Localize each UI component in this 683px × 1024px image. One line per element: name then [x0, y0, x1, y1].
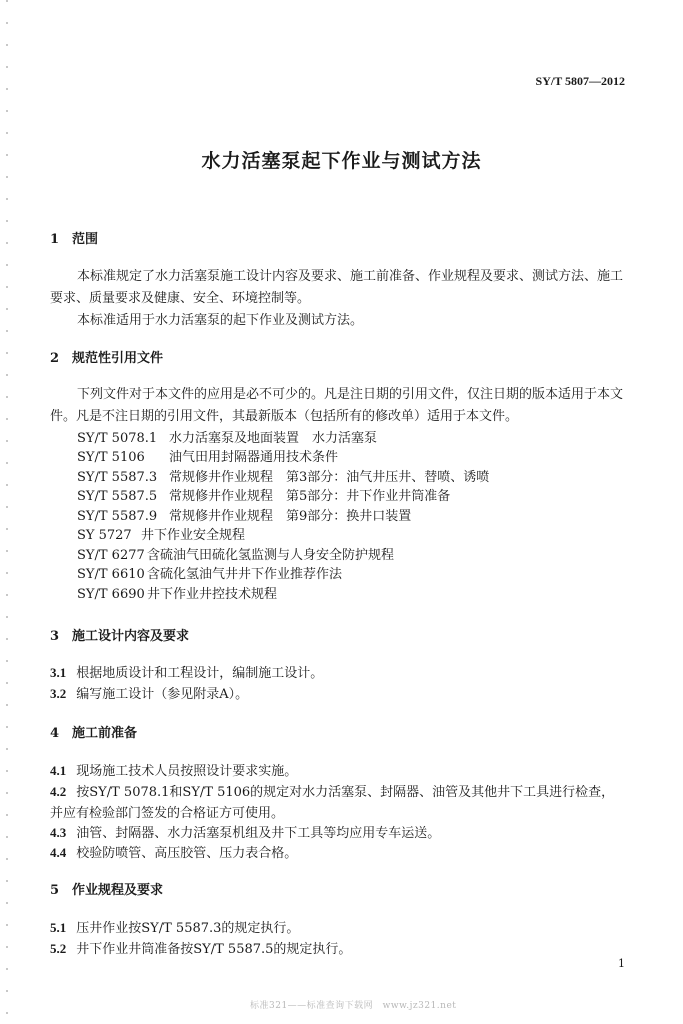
- reference-item: SY/T 5587.5 常规修井作业规程 第5部分：井下作业井筒准备: [77, 489, 451, 504]
- section-5-heading: 5 作业规程及要求: [50, 883, 164, 898]
- page-number: 1: [618, 957, 625, 970]
- standard-code: SY/T 5807—2012: [535, 74, 625, 88]
- clause-4-3: 4.3 油管、封隔器、水力活塞泵机组及井下工具等均应用专车运送。: [50, 825, 441, 841]
- section-1-para: 本标准规定了水力活塞泵施工设计内容及要求、施工前准备、作业规程及要求、测试方法、施工: [77, 269, 624, 284]
- section-1-heading: 1 范围: [50, 232, 99, 247]
- reference-item: SY/T 5106 油气田用封隔器通用技术条件: [77, 450, 339, 465]
- reference-item: SY/T 5587.9 常规修井作业规程 第9部分：换井口装置: [77, 509, 412, 524]
- clause-4-1: 4.1 现场施工技术人员按照设计要求实施。: [50, 763, 298, 779]
- section-2-intro-cont: 件。凡是不注日期的引用文件，其最新版本（包括所有的修改单）适用于本文件。: [50, 409, 519, 424]
- section-1-scope: 本标准适用于水力活塞泵的起下作业及测试方法。: [77, 313, 364, 328]
- clause-5-1: 5.1 压井作业按SY/T 5587.3的规定执行。: [50, 920, 300, 936]
- clause-4-2-cont: 并应有检验部门签发的合格证方可使用。: [50, 806, 285, 821]
- clause-3-2: 3.2 编写施工设计（参见附录A）。: [50, 686, 249, 702]
- watermark: 标准321——标准查询下载网 www.jz321.net: [250, 1001, 457, 1011]
- section-3-heading: 3 施工设计内容及要求: [50, 629, 190, 644]
- reference-item: SY/T 5587.3 常规修井作业规程 第3部分：油气井压井、替喷、诱喷: [77, 470, 490, 485]
- reference-item: SY/T 5078.1 水力活塞泵及地面装置 水力活塞泵: [77, 431, 378, 446]
- reference-item: SY 5727 井下作业安全规程: [77, 528, 246, 543]
- clause-4-2: 4.2 按SY/T 5078.1和SY/T 5106的规定对水力活塞泵、封隔器、油管及其他井下工具进行检查，: [50, 784, 615, 800]
- document-title: 水力活塞泵起下作业与测试方法: [201, 150, 482, 172]
- clause-3-1: 3.1 根据地质设计和工程设计，编制施工设计。: [50, 665, 324, 681]
- section-2-heading: 2 规范性引用文件: [50, 351, 164, 366]
- reference-item: SY/T 6690 井下作业井控技术规程: [77, 587, 278, 602]
- clause-5-2: 5.2 井下作业井筒准备按SY/T 5587.5的规定执行。: [50, 941, 352, 957]
- reference-item: SY/T 6610 含硫化氢油气井井下作业推荐作法: [77, 567, 343, 582]
- reference-item: SY/T 6277 含硫油气田硫化氢监测与人身安全防护规程: [77, 548, 395, 563]
- clause-4-4: 4.4 校验防喷管、高压胶管、压力表合格。: [50, 845, 298, 861]
- section-4-heading: 4 施工前准备: [50, 726, 138, 741]
- section-2-intro: 下列文件对于本文件的应用是必不可少的。凡是注日期的引用文件，仅注日期的版本适用于本文: [77, 387, 624, 402]
- section-1-para-cont: 要求、质量要求及健康、安全、环境控制等。: [50, 291, 311, 306]
